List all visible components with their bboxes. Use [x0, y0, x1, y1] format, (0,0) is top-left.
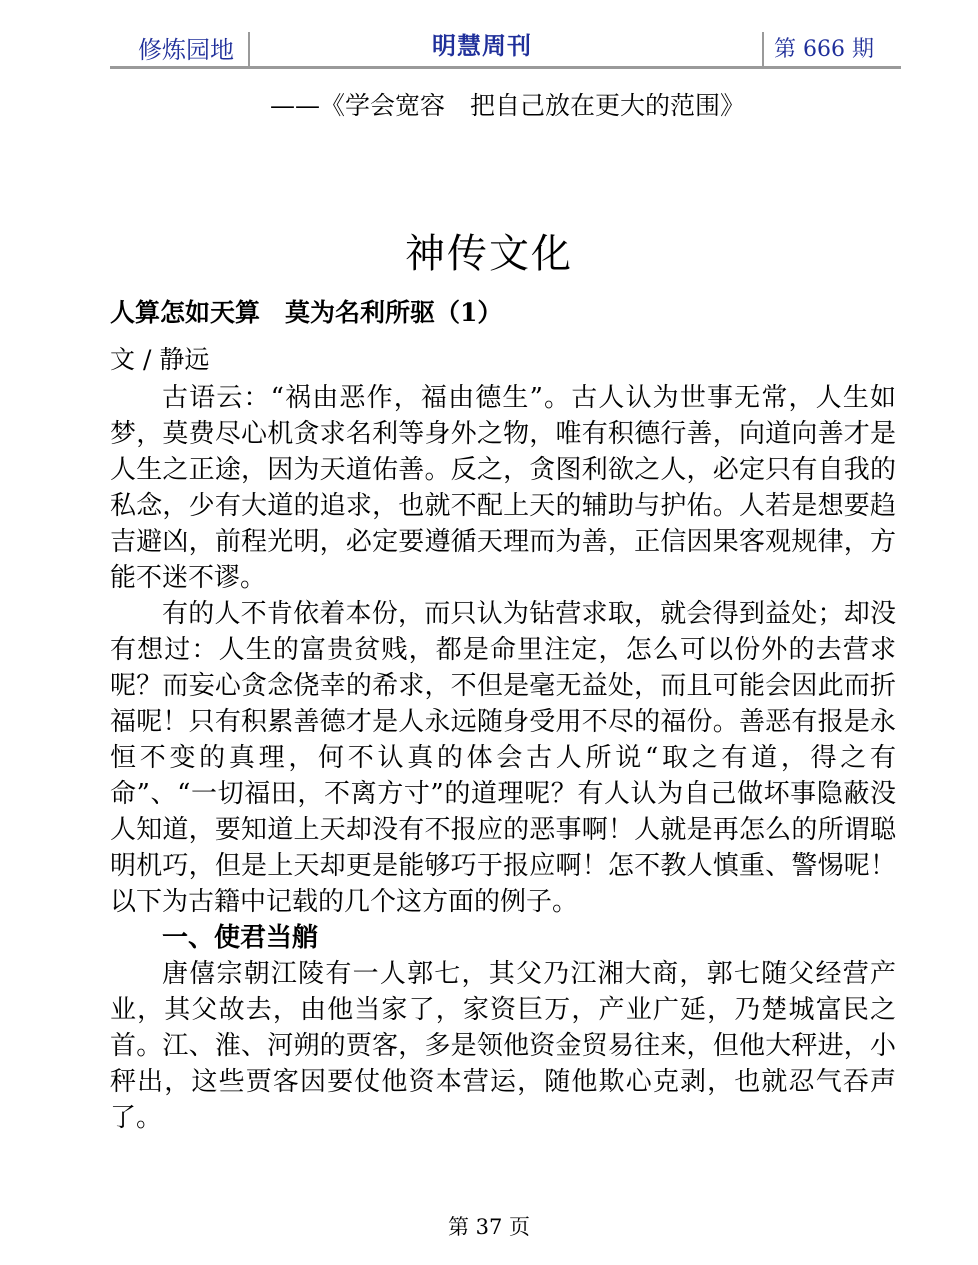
paragraph: 古语云：“祸由恶作，福由德生”。古人认为世事无常，人生如梦，莫费尽心机贪求名利等身外之物，唯有积德行善，向道向善才是人生之正途，因为天道佑善。反之，贪图利欲之人，必定只有自我的私念，少有大道的追求，也就不配上天的辅助与护佑。人若是想要趋吉避凶，前程光明，必定要遵循天理而为善，正信因果客观规律，方能不迷不谬。	[110, 383, 896, 593]
paragraph: 唐僖宗朝江陵有一人郭七，其父乃江湘大商，郭七随父经营产业，其父故去，由他当家了，家资巨万，产业广延，乃楚城富民之首。江、淮、河朔的贾客，多是领他资金贸易往来，但他大秤进，小秤出，这些贾客因要仗他资本营运，随他欺心克剥，也就忍气吞声了。	[110, 959, 896, 1133]
header-divider-right	[762, 32, 764, 66]
section-title: 神传文化	[405, 231, 573, 277]
article-title: 人算怎如天算 莫为名利所驱（1）	[110, 298, 503, 327]
paragraph: 有的人不肯依着本份，而只认为钻营求取，就会得到益处；却没有想过：人生的富贵贫贱，都是命里注定，怎么可以份外的去营求呢？而妄心贪念侥幸的希求，不但是毫无益处，而且可能会因此而折福呢！只有积累善德才是人永远随身受用不尽的福份。善恶有报是永恒不变的真理，何不认真的体会古人所说“取之有道，得之有命”、“一切福田，不离方寸”的道理呢？有人认为自己做坏事隐蔽没人知道，要知道上天却没有不报应的恶事啊！人就是再怎么的所谓聪明机巧，但是上天却更是能够巧于报应啊！怎不教人慎重、警惕呢！以下为古籍中记载的几个这方面的例子。	[110, 599, 896, 917]
header-divider-left	[248, 32, 250, 66]
page-number: 第 37 页	[447, 1215, 531, 1239]
article-body	[110, 380, 896, 1136]
issue-number: 第 666 期	[774, 37, 874, 62]
column-name: 修炼园地	[138, 36, 234, 64]
header-rule	[110, 66, 901, 69]
page-header	[110, 28, 901, 68]
article-byline: 文 / 静远	[110, 345, 210, 374]
continued-reference: ——《学会宽容 把自己放在更大的范围》	[270, 91, 746, 120]
subheading: 一、使君当艄	[162, 923, 319, 953]
publication-name: 明慧周刊	[432, 31, 532, 60]
